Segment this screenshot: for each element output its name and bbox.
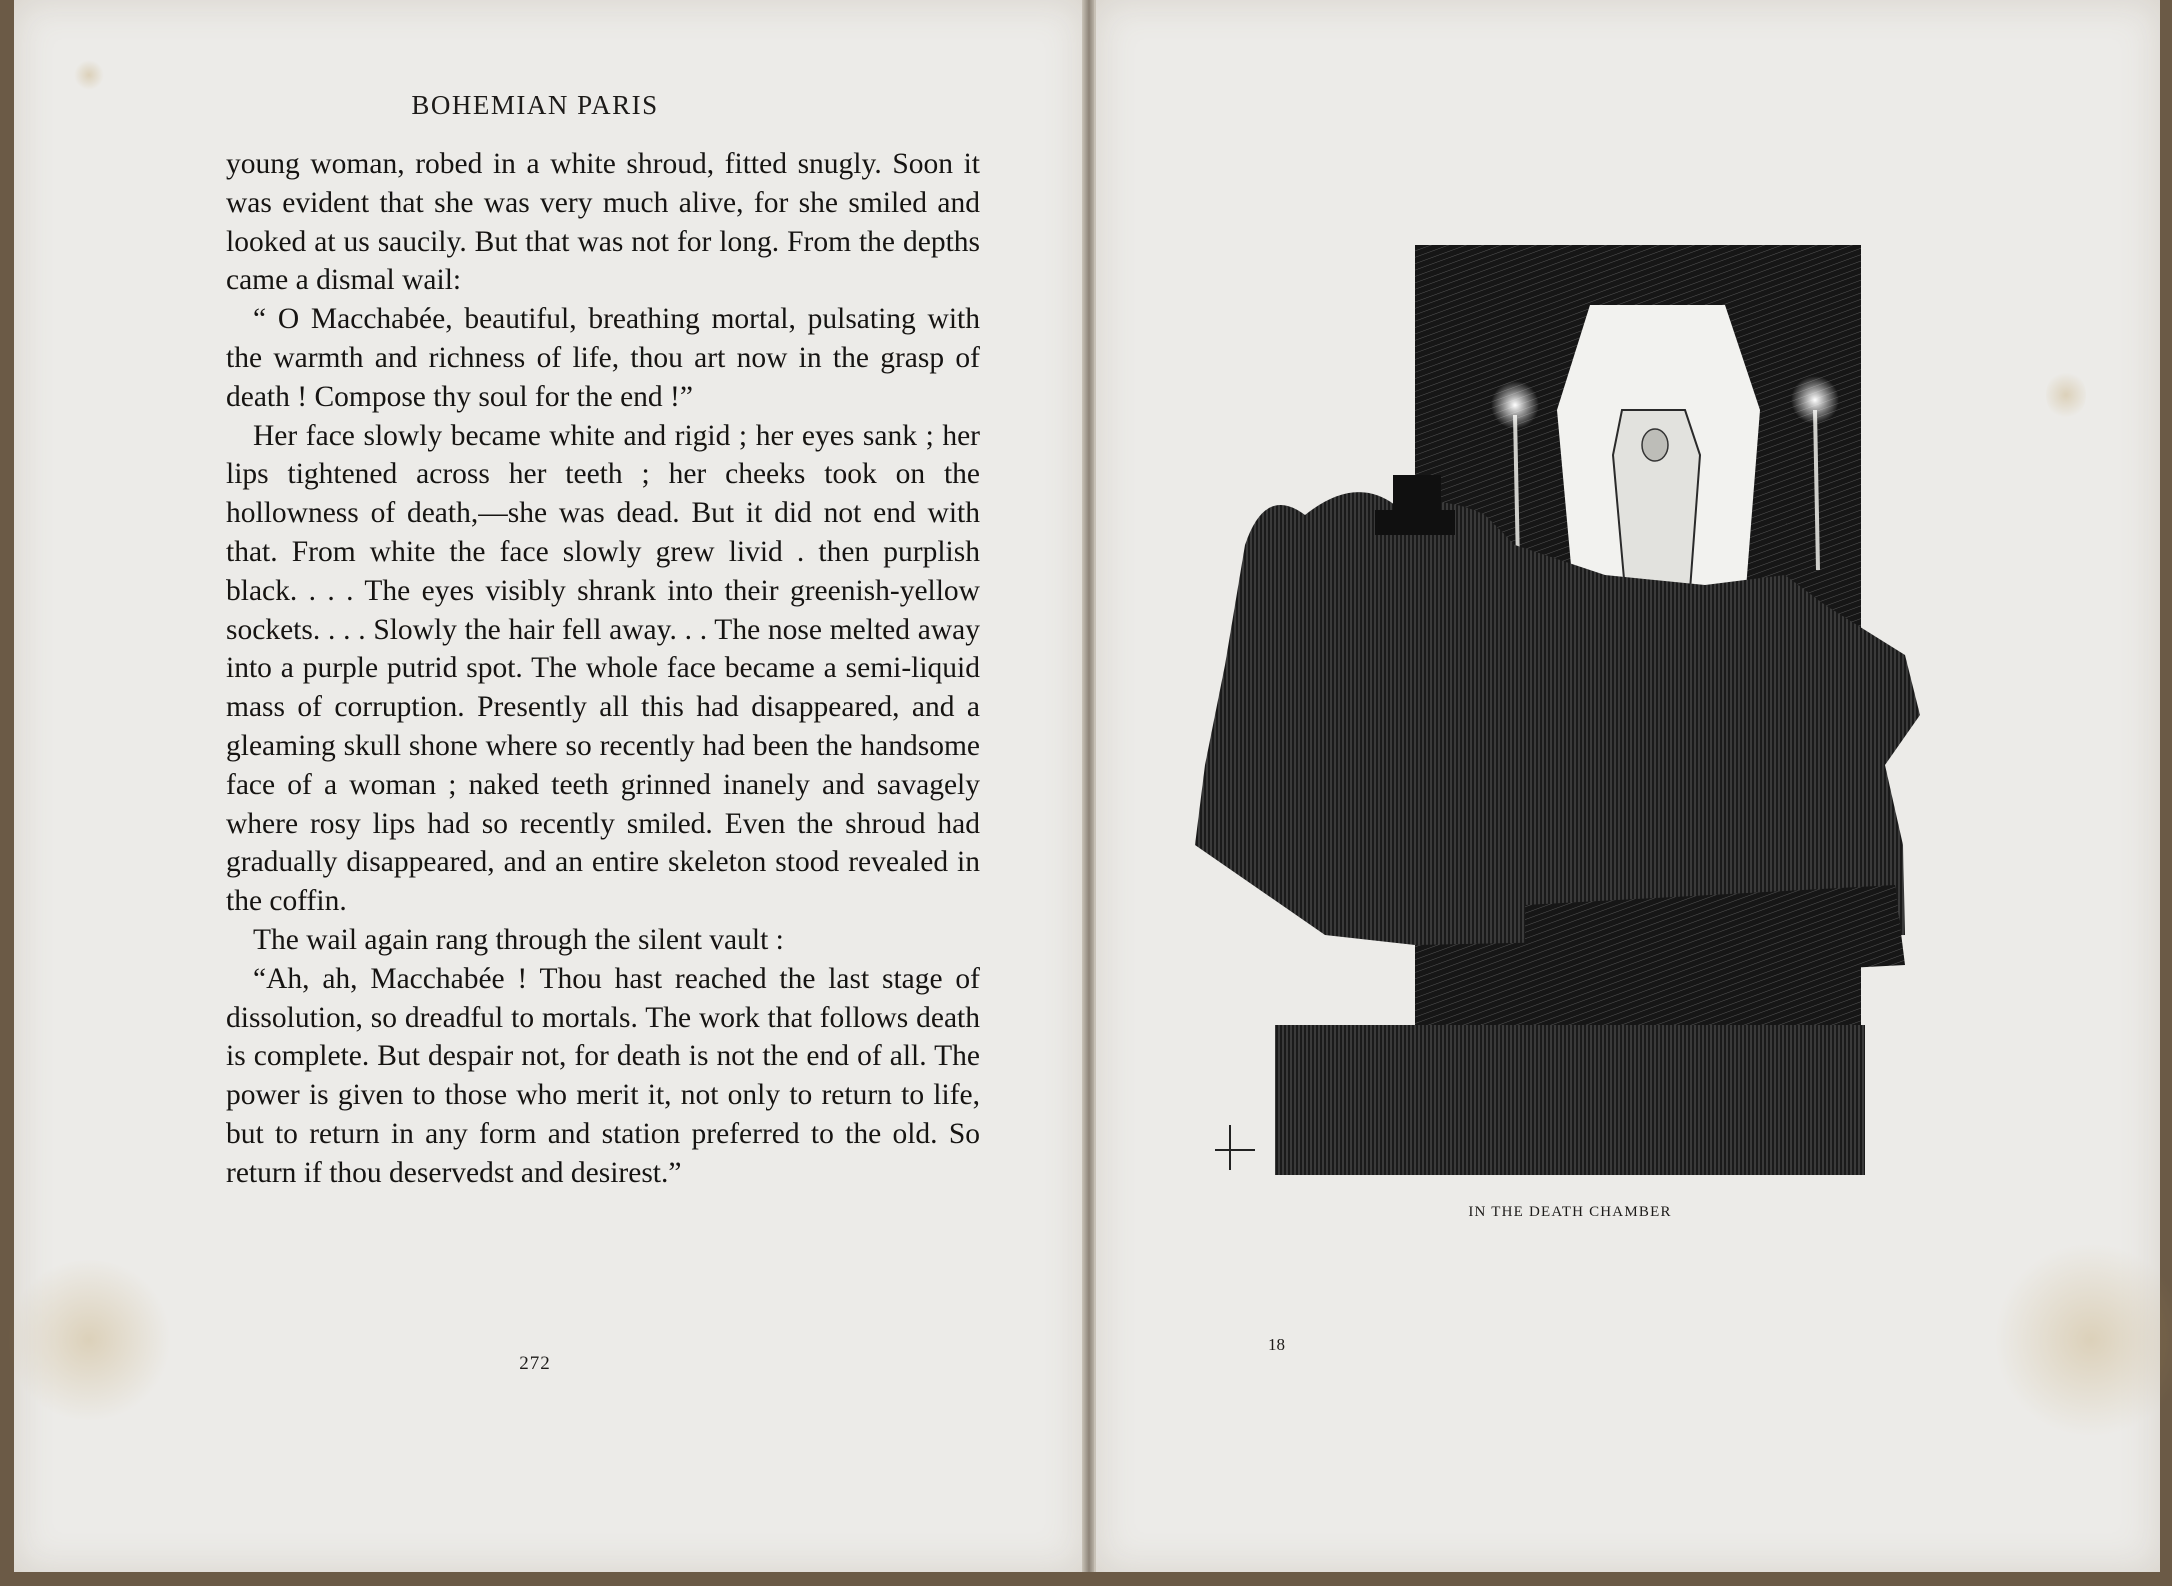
body-text — [226, 145, 980, 1193]
running-head: BOHEMIAN PARIS — [411, 90, 659, 120]
paragraph: The wail again rang through the silent vault : — [253, 923, 784, 956]
paragraph: young woman, robed in a white shroud, fitted snugly. Soon it was evident that she was very much alive, for she smiled and looked at us saucily. But that was not for long. From the depths came a dismal wail: — [226, 148, 980, 297]
skull — [1642, 429, 1668, 461]
top-hat — [1393, 475, 1441, 515]
paper-stain — [4, 1260, 174, 1420]
candle-flame-right — [1791, 376, 1839, 424]
paper-stain — [74, 60, 104, 90]
paper-stain — [1996, 1240, 2172, 1440]
paper-stain — [2046, 370, 2086, 420]
paragraph: “Ah, ah, Macchabée ! Thou hast reached the last stage of dissolution, so dreadful to mortals. The work that follows death is complete. But despair not, for death is not the end of all. The power is given to those who merit it, not only to return to life, but to return in any form and station preferred to the old. So return if thou deservedst and desirest.” — [226, 962, 980, 1189]
page-number-right: 18 — [1268, 1335, 1285, 1354]
artist-signature — [1215, 1125, 1255, 1170]
page-number-left: 272 — [519, 1353, 551, 1374]
death-chamber-illustration — [1185, 245, 1925, 1185]
candle-flame-left — [1491, 381, 1539, 429]
illustration-caption: IN THE DEATH CHAMBER — [1468, 1204, 1672, 1220]
floor — [1275, 1025, 1865, 1175]
paragraph: “ O Macchabée, beautiful, breathing mortal, pulsating with the warmth and richness of life, thou art now in the grasp of death ! Compose thy soul for the end !” — [226, 303, 980, 413]
paragraph: Her face slowly became white and rigid ; her eyes sank ; her lips tightened across her teeth ; her cheeks took on the hollowness of death,—she was dead. But it did not end with that. From white the face slowly grew livid . then purplish black. . . . The eyes visibly shrank into their greenish-yellow sockets. . . . Slowly the hair fell away. . . The nose melted away into a purple putrid spot. The whole face became a semi-liquid mass of corruption. Presently all this had disappeared, and a gleaming skull shone where so recently had been the handsome face of a woman ; naked teeth grinned inanely and savagely where rosy lips had so recently smiled. Even the shroud had gradually disappeared, and an entire skeleton stood revealed in the coffin. — [226, 419, 980, 918]
